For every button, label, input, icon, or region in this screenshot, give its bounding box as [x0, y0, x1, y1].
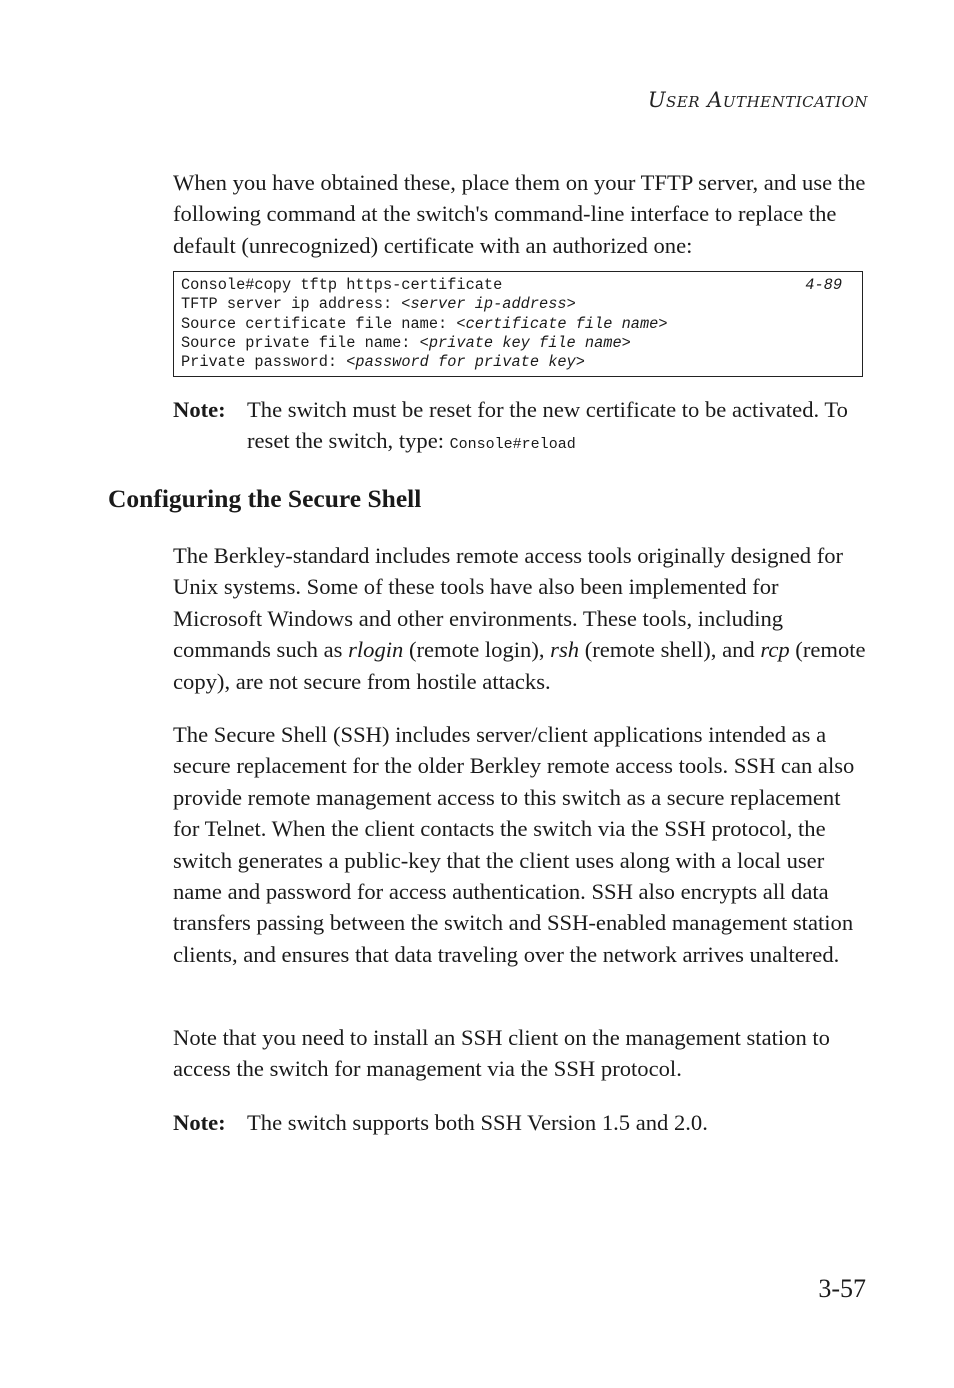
- note-body: [247, 394, 867, 461]
- code-page-reference: 4-89: [805, 276, 842, 294]
- code-param: private key file name: [428, 333, 622, 352]
- code-example: [173, 271, 863, 377]
- code-line-5: [181, 353, 855, 372]
- code-param: certificate file name: [465, 314, 659, 333]
- code-param: password for private key: [355, 353, 576, 372]
- code-line-1: [181, 276, 855, 295]
- section-title: Configuring the Secure Shell: [108, 484, 422, 513]
- berkley-paragraph: [173, 540, 867, 697]
- intro-paragraph: When you have obtained these, place them on your TFTP server, and use the following command at the switch's command-line interface to replace the default (unrecognized) certificate with an authorized one:: [173, 170, 866, 258]
- code-line-3: [181, 315, 855, 334]
- para-text: (remote login),: [403, 637, 551, 663]
- code-close: >: [658, 314, 668, 333]
- page-number: 3-57: [818, 1274, 866, 1303]
- para-text: (remote shell), and: [579, 637, 761, 663]
- note-label: Note:: [173, 1110, 226, 1135]
- note-ssh-version: [173, 1107, 867, 1138]
- code-line-4: [181, 334, 855, 353]
- code-close: >: [575, 353, 585, 372]
- code-prompt: Source private file name: <: [181, 333, 429, 352]
- ssh-paragraph: The Secure Shell (SSH) includes server/client applications intended as a secure replacement for the older Berkley remote access tools. SSH can also provide remote management access to this switch as a secure replacement for Telnet. When the client contacts the switch via the SSH protocol, the switch generates a public-key that the client uses along with a local user name and password for access authentication. SSH also encrypts all data transfers passing between the switch and SSH-enabled management station clients, and ensures that data traveling over the network arrives unaltered.: [173, 722, 855, 967]
- rlogin-term: rlogin: [348, 637, 404, 663]
- para-text: (remote copy), are not secure from hostile attacks.: [173, 637, 866, 694]
- code-prompt: Source certificate file name: <: [181, 314, 466, 333]
- code-prompt: Private password: <: [181, 353, 356, 372]
- note-body: The switch supports both SSH Version 1.5 and 2.0.: [247, 1110, 708, 1135]
- running-header: User Authentication: [647, 88, 868, 112]
- code-command: Console#copy tftp https-certificate: [181, 276, 503, 294]
- rcp-term: rcp: [760, 637, 790, 663]
- code-param: server ip-address: [410, 295, 567, 314]
- note-text: The switch must be reset for the new certificate to be activated. To reset the switch, type:: [247, 397, 848, 454]
- note-label: Note:: [173, 397, 226, 422]
- code-prompt: TFTP server ip address: <: [181, 295, 411, 314]
- ssh-client-paragraph: Note that you need to install an SSH client on the management station to access the switch for management via the SSH protocol.: [173, 1025, 830, 1082]
- rsh-term: rsh: [550, 637, 580, 663]
- code-close: >: [621, 333, 631, 352]
- code-close: >: [566, 295, 576, 314]
- code-line-2: [181, 295, 855, 314]
- note-reset: [173, 394, 867, 461]
- para-text: The Berkley-standard includes remote access tools originally designed for Unix systems. Some of these tools have also been implemented for Microsoft Windows and other environments. These tools, including commands such as: [173, 543, 844, 663]
- reload-command: Console#reload: [449, 436, 576, 454]
